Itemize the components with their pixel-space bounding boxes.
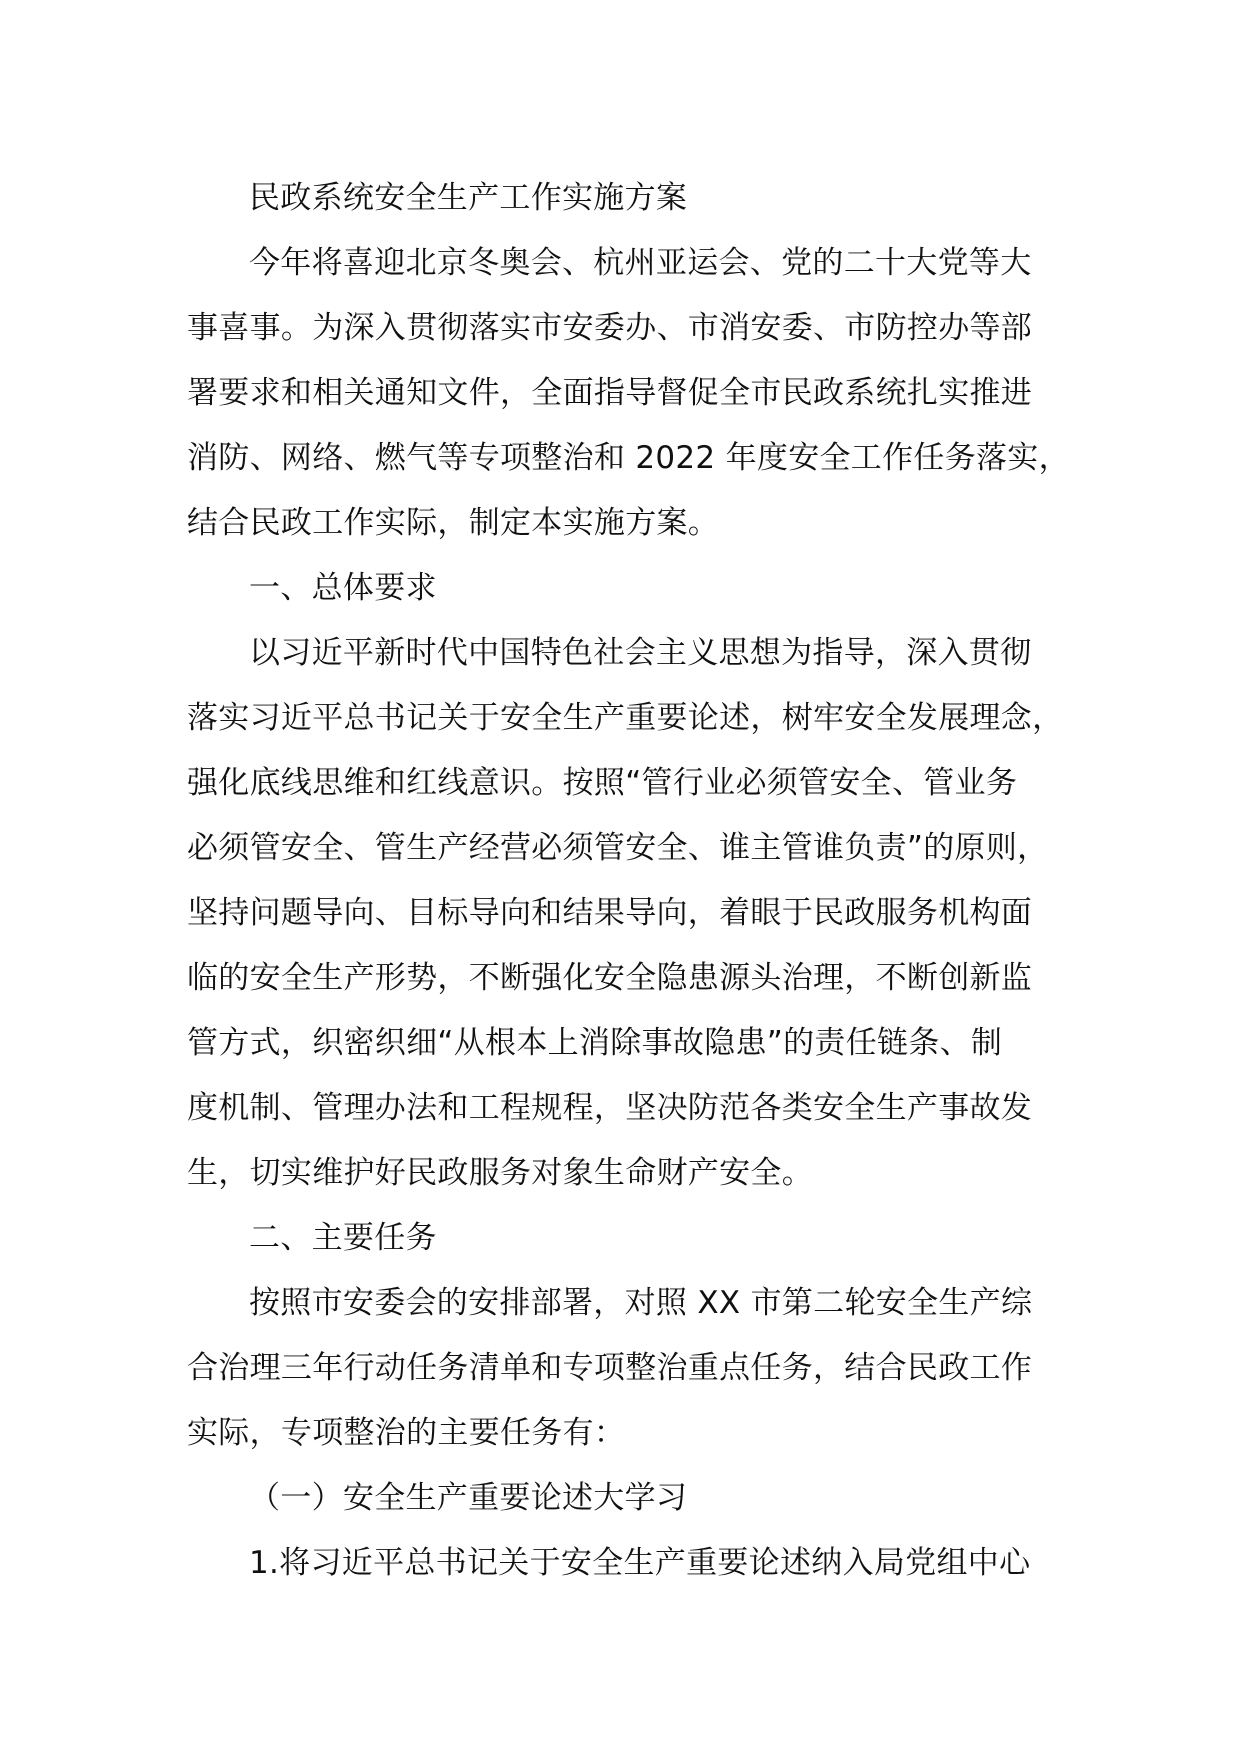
paragraph-line: 生，切实维护好民政服务对象生命财产安全。 [187,1155,813,1191]
paragraph-line: 必须管安全、管生产经营必须管安全、谁主管谁负责”的原则， [187,830,1049,866]
paragraph-line: 以习近平新时代中国特色社会主义思想为指导，深入贯彻 [249,635,1032,671]
section-heading-general-requirements: 一、总体要求 [249,570,437,606]
intro-paragraph [187,233,1070,558]
general-requirements-paragraph [187,623,1067,1208]
paragraph-line: 今年将喜迎北京冬奥会、杭州亚运会、党的二十大党等大 [249,245,1032,281]
document-body [187,168,1070,1598]
paragraph-line: 落实习近平总书记关于安全生产重要论述，树牢安全发展理念， [187,700,1064,736]
paragraph-line: 度机制、管理办法和工程规程，坚决防范各类安全生产事故发 [187,1090,1033,1126]
paragraph-line: 按照市安委会的安排部署，对照 XX 市第二轮安全生产综 [249,1285,1033,1321]
list-item: 1.将习近平总书记关于安全生产重要论述纳入局党组中心 [249,1545,1031,1581]
paragraph-line: 坚持问题导向、目标导向和结果导向，着眼于民政服务机构面 [187,895,1033,931]
main-tasks-paragraph [187,1273,1067,1468]
document-title: 民政系统安全生产工作实施方案 [249,180,688,216]
paragraph-line: 实际，专项整治的主要任务有： [187,1415,626,1451]
paragraph-line: 合治理三年行动任务清单和专项整治重点任务，结合民政工作 [187,1350,1033,1386]
paragraph-line: 事喜事。为深入贯彻落实市安委办、市消安委、市防控办等部 [187,310,1033,346]
paragraph-line: 强化底线思维和红线意识。按照“管行业必须管安全、管业务 [187,765,1018,801]
subsection-heading-study: （一）安全生产重要论述大学习 [249,1480,688,1516]
paragraph-line: 结合民政工作实际，制定本实施方案。 [187,505,720,541]
paragraph-line: 消防、网络、燃气等专项整治和 2022 年度安全工作任务落实， [187,440,1070,476]
paragraph-line: 临的安全生产形势，不断强化安全隐患源头治理，不断创新监 [187,960,1033,996]
paragraph-line: 署要求和相关通知文件，全面指导督促全市民政系统扎实推进 [187,375,1033,411]
paragraph-line: 管方式，织密织细“从根本上消除事故隐患”的责任链条、制 [187,1025,1003,1061]
section-heading-main-tasks: 二、主要任务 [249,1220,437,1256]
